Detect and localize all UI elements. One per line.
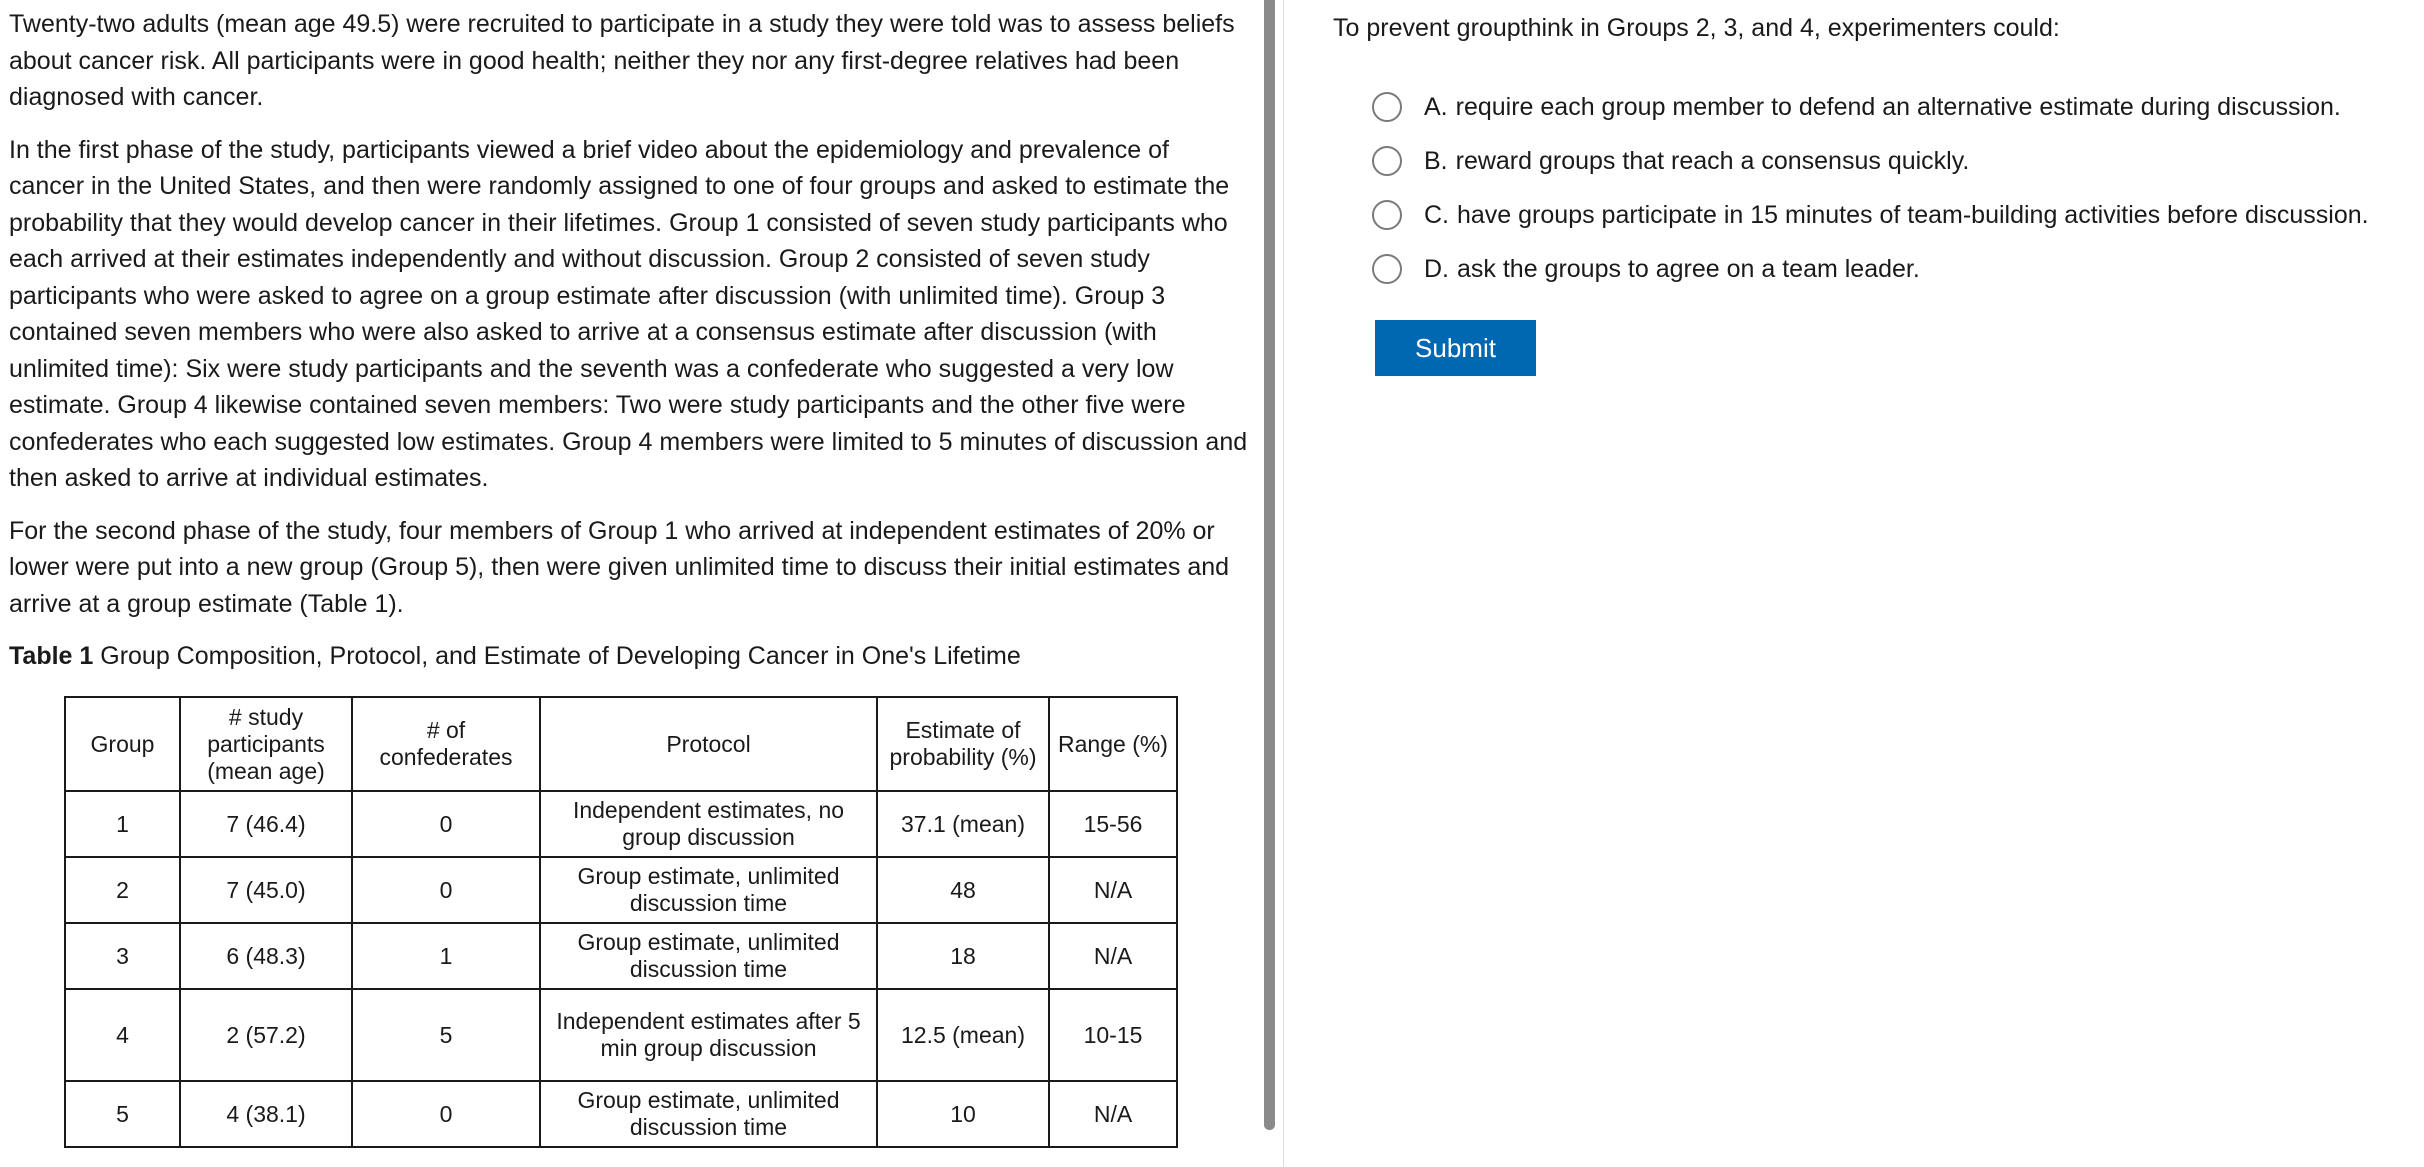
question-pane: [1285, 0, 2424, 1167]
option-b-letter: B.: [1424, 146, 1448, 175]
cell-range: N/A: [1049, 1081, 1177, 1147]
cell-participants: 2 (57.2): [180, 989, 352, 1081]
option-d-letter: D.: [1424, 254, 1449, 283]
passage: [9, 6, 1249, 1148]
option-b-text: reward groups that reach a consensus quickly.: [1455, 146, 1970, 175]
cell-range: N/A: [1049, 923, 1177, 989]
cell-estimate: 12.5 (mean): [877, 989, 1049, 1081]
table-caption-text: Group Composition, Protocol, and Estimate of Developing Cancer in One's Lifetime: [93, 642, 1021, 670]
answer-options: [1372, 80, 2369, 296]
cell-group: 1: [65, 791, 180, 857]
header-protocol: Protocol: [540, 697, 877, 791]
pane-splitter-scrollbar[interactable]: [1264, 0, 1275, 1130]
table-caption: [9, 638, 1249, 674]
submit-button[interactable]: Submit: [1375, 320, 1536, 376]
cell-participants: 6 (48.3): [180, 923, 352, 989]
cell-participants: 4 (38.1): [180, 1081, 352, 1147]
option-d-text: ask the groups to agree on a team leader.: [1457, 254, 1920, 283]
cell-participants: 7 (45.0): [180, 857, 352, 923]
option-a-letter: A.: [1424, 92, 1448, 121]
cell-range: 15-56: [1049, 791, 1177, 857]
option-b[interactable]: [1372, 134, 2369, 188]
cell-protocol: Group estimate, unlimited discussion time: [540, 857, 877, 923]
table-row: [65, 857, 1177, 923]
cell-participants: 7 (46.4): [180, 791, 352, 857]
header-estimate: Estimate of probability (%): [877, 697, 1049, 791]
cell-confederates: 1: [352, 923, 540, 989]
cell-protocol: Independent estimates, no group discussion: [540, 791, 877, 857]
cell-confederates: 0: [352, 1081, 540, 1147]
table-caption-label: Table 1: [9, 642, 94, 670]
cell-range: N/A: [1049, 857, 1177, 923]
option-b-radio[interactable]: [1372, 146, 1402, 176]
header-group: Group: [65, 697, 180, 791]
cell-protocol: Independent estimates after 5 min group discussion: [540, 989, 877, 1081]
cell-confederates: 0: [352, 857, 540, 923]
header-range: Range (%): [1049, 697, 1177, 791]
cell-estimate: 37.1 (mean): [877, 791, 1049, 857]
table-row: [65, 923, 1177, 989]
option-d-radio[interactable]: [1372, 254, 1402, 284]
table-row: [65, 989, 1177, 1081]
passage-paragraph-2: In the first phase of the study, participants viewed a brief video about the epidemiology and prevalence of cancer in the United States, and then were randomly assigned to one of four groups and asked to estimate the probability that they would develop cancer in their lifetimes. Group 1 consisted of seven study participants who each arrived at their estimates independently and without discussion. Group 2 consisted of seven study participants who were asked to agree on a group estimate after discussion (with unlimited time). Group 3 contained seven members who were also asked to arrive at a consensus estimate after discussion (with unlimited time): Six were study participants and the seventh was a confederate who suggested a very low estimate. Group 4 likewise contained seven members: Two were study participants and the other five were confederates who each suggested low estimates. Group 4 members were limited to 5 minutes of discussion and then asked to arrive at individual estimates.: [9, 135, 1248, 492]
cell-protocol: Group estimate, unlimited discussion time: [540, 1081, 877, 1147]
option-c-letter: C.: [1424, 200, 1449, 229]
option-d[interactable]: [1372, 242, 2369, 296]
header-study-participants: # study participants (mean age): [180, 697, 352, 791]
table-row: [65, 1081, 1177, 1147]
header-confederates: # of confederates: [352, 697, 540, 791]
cell-group: 5: [65, 1081, 180, 1147]
cell-estimate: 10: [877, 1081, 1049, 1147]
question-stem: To prevent groupthink in Groups 2, 3, and 4, experimenters could:: [1333, 14, 2060, 42]
pane-divider: [1283, 0, 1284, 1167]
cell-protocol: Group estimate, unlimited discussion time: [540, 923, 877, 989]
cell-estimate: 48: [877, 857, 1049, 923]
group-table: [64, 696, 1178, 1148]
cell-group: 3: [65, 923, 180, 989]
table-header-row: [65, 697, 1177, 791]
cell-range: 10-15: [1049, 989, 1177, 1081]
option-a[interactable]: [1372, 80, 2369, 134]
cell-confederates: 0: [352, 791, 540, 857]
option-a-text: require each group member to defend an alternative estimate during discussion.: [1455, 92, 2341, 121]
option-c-text: have groups participate in 15 minutes of team-building activities before discussion.: [1457, 200, 2369, 229]
table-row: [65, 791, 1177, 857]
cell-confederates: 5: [352, 989, 540, 1081]
cell-estimate: 18: [877, 923, 1049, 989]
option-c-radio[interactable]: [1372, 200, 1402, 230]
cell-group: 4: [65, 989, 180, 1081]
option-a-radio[interactable]: [1372, 92, 1402, 122]
cell-group: 2: [65, 857, 180, 923]
passage-paragraph-1: Twenty-two adults (mean age 49.5) were recruited to participate in a study they were told was to assess beliefs about cancer risk. All participants were in good health; neither they nor any first-degree relatives had been diagnosed with cancer.: [9, 10, 1235, 111]
option-c[interactable]: [1372, 188, 2369, 242]
passage-paragraph-3: For the second phase of the study, four members of Group 1 who arrived at independent estimates of 20% or lower were put into a new group (Group 5), then were given unlimited time to discuss their initial estimates and arrive at a group estimate (Table 1).: [9, 516, 1230, 618]
